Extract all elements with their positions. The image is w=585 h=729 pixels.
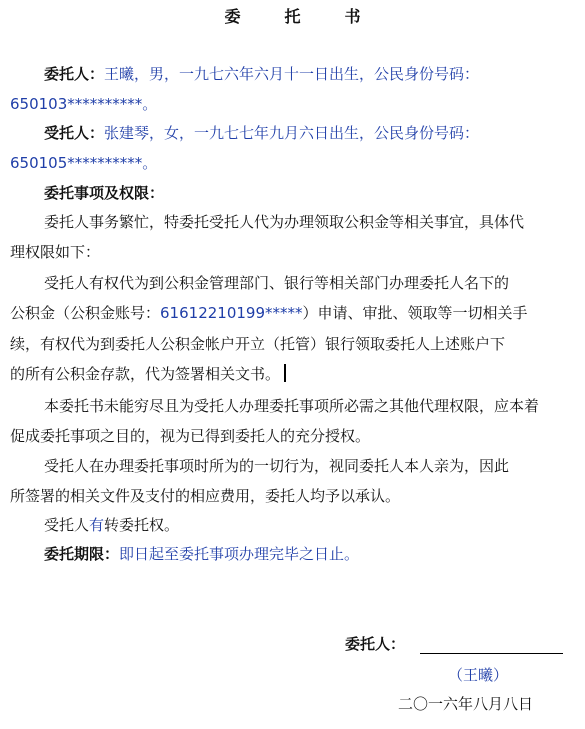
signature-name: （王曦） <box>448 666 509 684</box>
para2-account-prefix: 公积金（公积金账号： <box>10 304 161 322</box>
para2-line4 <box>10 364 286 384</box>
agent-info: 张建琴，女，一九七七年九月六日出生，公民身份号码： <box>104 124 480 142</box>
principal-label: 委托人： <box>44 65 105 83</box>
principal-id: 650103**********。 <box>10 95 158 113</box>
signature-line[interactable] <box>420 653 563 654</box>
para5-highlight: 有 <box>89 516 105 534</box>
title-char-2: 托 <box>284 7 301 26</box>
para5-prefix: 受托人 <box>44 516 90 534</box>
account-number: 61612210199***** <box>160 304 303 322</box>
term-line <box>44 544 359 564</box>
para1-line2: 理权限如下： <box>10 243 101 261</box>
title-char-3: 书 <box>344 7 361 26</box>
para1-line1: 委托人事务繁忙，特委托受托人代为办理领取公积金等相关事宜，具体代 <box>44 213 525 231</box>
principal-info: 王曦，男，一九七六年六月十一日出生，公民身份号码： <box>104 65 480 83</box>
para2-line3: 续，有权代为到委托人公积金帐户开立（托管）银行领取委托人上述账户下 <box>10 335 506 353</box>
para5-line <box>44 515 179 535</box>
para3-line2: 促成委托事项之目的，视为已得到委托人的充分授权。 <box>10 427 371 445</box>
title-char-1: 委 <box>224 7 241 26</box>
agent-label: 受托人： <box>44 124 105 142</box>
text-cursor <box>284 364 286 382</box>
para2-line1: 受托人有权代为到公积金管理部门、银行等相关部门办理委托人名下的 <box>44 274 510 292</box>
term-label: 委托期限： <box>44 545 120 563</box>
signature-label: 委托人： <box>345 635 406 653</box>
agent-id: 650105**********。 <box>10 154 158 172</box>
para2-line2 <box>10 303 528 323</box>
para2-line4-text: 的所有公积金存款，代为签署相关文书。 <box>10 365 281 383</box>
para4-line2: 所签署的相关文件及支付的相应费用，委托人均予以承认。 <box>10 487 401 505</box>
term-value: 即日起至委托事项办理完毕之日止。 <box>119 545 360 563</box>
para5-suffix: 转委托权。 <box>104 516 180 534</box>
principal-line <box>44 64 479 84</box>
signature-date: 二〇一六年八月八日 <box>398 695 534 713</box>
agent-line <box>44 123 479 143</box>
para3-line1: 本委托书未能穷尽且为受托人办理委托事项所必需之其他代理权限，应本着 <box>44 397 540 415</box>
scope-heading: 委托事项及权限： <box>44 184 165 202</box>
para4-line1: 受托人在办理委托事项时所为的一切行为，视同委托人本人亲为，因此 <box>44 457 510 475</box>
para2-account-suffix: ）申请、审批、领取等一切相关手 <box>302 304 528 322</box>
document-title <box>0 4 585 27</box>
